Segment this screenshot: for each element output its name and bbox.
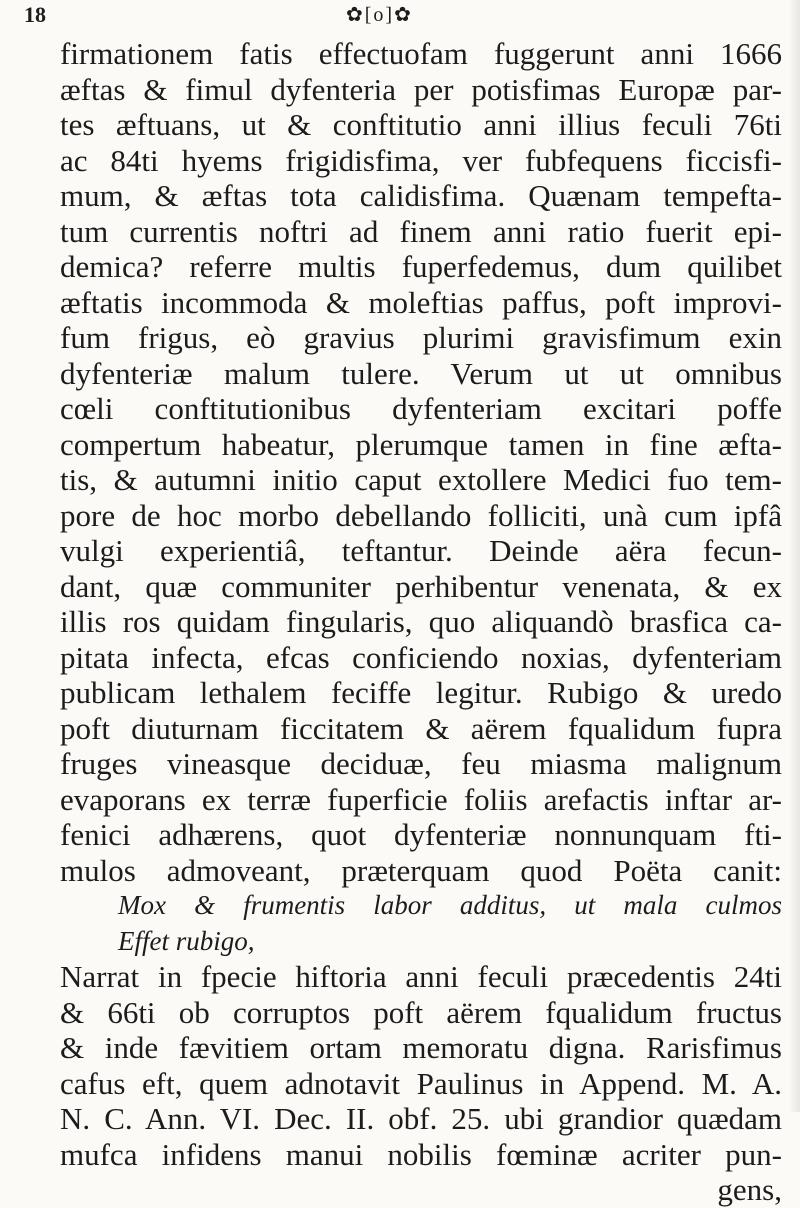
- verse-line: Mox & frumentis labor additus, ut mala culmos: [118, 890, 782, 920]
- text-line: cafus eft, quem adnotavit Paulinus in Append. M. A.: [60, 1065, 782, 1101]
- text-line: vulgi experientiâ, teftantur. Deinde aëra fecun-: [60, 533, 782, 568]
- text-line: & 66ti ob corruptos poft aërem fqualidum fructus: [60, 994, 782, 1030]
- page-number: 18: [24, 2, 46, 27]
- text-line: pitata infecta, efcas conficiendo noxias, dyfenteriam: [60, 639, 782, 675]
- text-line: dyfenteriæ malum tulere. Verum ut ut omnibus: [60, 355, 782, 391]
- text-line: æftas & fimul dyfenteria per potisfimas Europæ par-: [60, 71, 782, 107]
- catchword: gens,: [717, 1172, 782, 1207]
- text-line: fruges vineasque deciduæ, feu miasma malignum: [60, 746, 782, 781]
- text-line: demica? referre multis fuperfedemus, dum quilibet: [60, 249, 782, 284]
- text-line: tum currentis noftri ad finem anni ratio fuerit epi-: [60, 213, 782, 249]
- verse-line: Effet rubigo,: [118, 925, 255, 956]
- page-edge-shadow: [788, 0, 800, 1112]
- text-line: Narrat in fpecie hiftoria anni feculi præcedentis 24ti: [60, 959, 782, 994]
- text-line: fenici adhærens, quot dyfenteriæ nonnunquam fti-: [60, 817, 782, 852]
- text-line: cœli conftitutionibus dyfenteriam excitari poffe: [60, 391, 782, 426]
- header-ornament: ✿[o]✿: [346, 4, 413, 26]
- text-line: mufca infidens manui nobilis fœminæ acriter pun-: [60, 1136, 782, 1172]
- body-text: [60, 10, 782, 1208]
- text-line: mulos admoveant, præterquam quod Poëta canit:: [60, 852, 782, 888]
- text-line: & inde fævitiem ortam memoratu digna. Rarisfimus: [60, 1030, 782, 1065]
- text-line: N. C. Ann. VI. Dec. II. obf. 25. ubi grandior quædam: [60, 1101, 782, 1136]
- text-line: firmationem fatis effectuofam fuggerunt anni 1666: [60, 36, 782, 71]
- text-line: compertum habeatur, plerumque tamen in fine æfta-: [60, 426, 782, 462]
- text-line: tes æftuans, ut & conftitutio anni illius feculi 76ti: [60, 107, 782, 142]
- text-line: evaporans ex terræ fuperficie foliis arefactis inftar ar-: [60, 781, 782, 817]
- text-line: poft diuturnam ficcitatem & aërem fqualidum fupra: [60, 710, 782, 746]
- text-line: fum frigus, eò gravius plurimi gravisfimum exin: [60, 320, 782, 355]
- text-line: publicam lethalem feciffe legitur. Rubigo & uredo: [60, 675, 782, 710]
- text-line: ac 84ti hyems frigidisfima, ver fubfequens ficcisfi-: [60, 142, 782, 178]
- text-line: illis ros quidam fingularis, quo aliquandò brasfica ca-: [60, 604, 782, 639]
- text-line: tis, & autumni initio caput extollere Medici fuo tem-: [60, 462, 782, 497]
- text-line: æftatis incommoda & moleftias paffus, poft improvi-: [60, 284, 782, 320]
- text-line: mum, & æftas tota calidisfima. Quænam tempefta-: [60, 178, 782, 213]
- text-line: dant, quæ communiter perhibentur venenata, & ex: [60, 568, 782, 604]
- text-line: pore de hoc morbo debellando folliciti, unà cum ipfâ: [60, 497, 782, 533]
